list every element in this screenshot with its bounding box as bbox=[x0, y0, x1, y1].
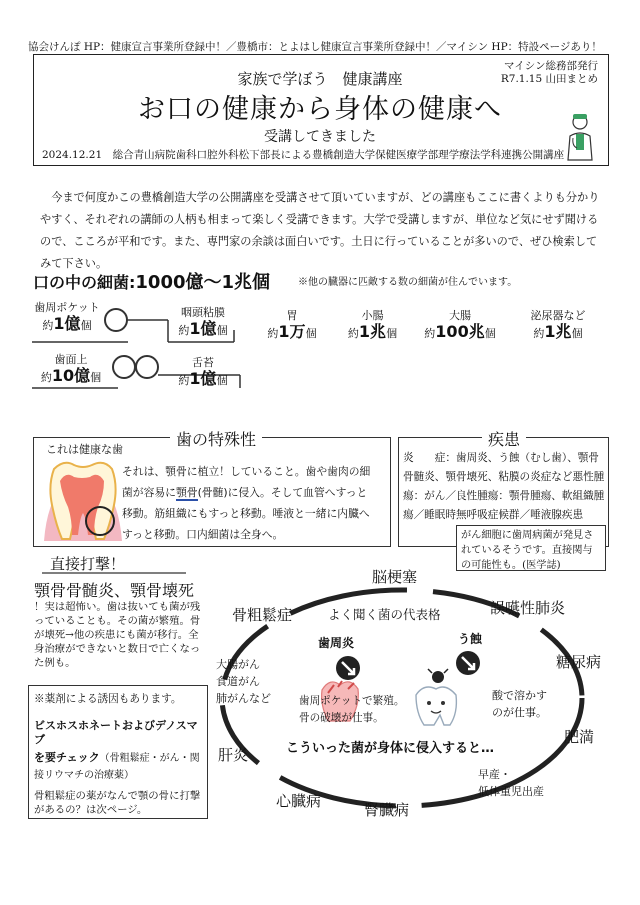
caries-bacteria-illustration bbox=[416, 651, 480, 725]
teeth-line-2c: (骨髄)に侵入。そして血管へすっと bbox=[197, 486, 368, 499]
caries-desc-2: のが仕事。 bbox=[492, 706, 547, 719]
perio-desc-1: 歯周ポケットで繁殖。 bbox=[299, 695, 405, 707]
teeth-line-4: すっと移動。口内細菌は全身へ。 bbox=[122, 524, 283, 545]
bac-pre: 約 bbox=[424, 327, 436, 340]
bac-unit: 個 bbox=[216, 374, 228, 387]
cycle-osteoporosis: 骨粗鬆症 bbox=[232, 606, 293, 624]
drug-check-label: を要チェック bbox=[34, 751, 100, 764]
bac-pre: 約 bbox=[267, 327, 279, 340]
bac-num: 1億 bbox=[189, 369, 217, 388]
bacteria-heading bbox=[33, 268, 270, 294]
bac-name: 小腸 bbox=[361, 309, 384, 322]
bac-unit: 個 bbox=[484, 327, 496, 340]
attended-label: 受講してきました bbox=[264, 129, 376, 145]
direct-underline bbox=[40, 569, 188, 577]
perio-desc-2: 骨の破壊が仕事。 bbox=[299, 712, 384, 724]
bac-urinary bbox=[518, 308, 598, 342]
publisher: マイシン総務部発行 bbox=[503, 60, 598, 72]
teeth-text bbox=[122, 461, 387, 545]
cancer-list bbox=[216, 656, 271, 707]
direct-text: ！実は超怖い。歯は抜いても菌が残っていることも。その菌が繁殖。骨が壊死→他の疾患にも菌が移行。全身治療ができないと数日で亡くなった例も。 bbox=[34, 601, 201, 669]
birth-note bbox=[478, 766, 544, 800]
jawbone-highlight: 顎骨 bbox=[175, 486, 198, 499]
bac-tongue bbox=[168, 355, 238, 389]
bacteria-note: ※他の臓器に匹敵する数の細菌が住んでいます。 bbox=[298, 277, 518, 288]
bac-name: 歯面上 bbox=[54, 353, 88, 366]
bac-pharynx bbox=[168, 305, 238, 339]
tooth-cross-section-icon bbox=[40, 455, 126, 543]
doctor-icon bbox=[560, 112, 600, 162]
bac-name: 舌苔 bbox=[192, 356, 214, 369]
cancer-callout: がん細胞に歯周病菌が発見されているそうです。直接関与の可能性も。(医学誌) bbox=[456, 525, 606, 571]
teeth-title: 歯の特殊性 bbox=[170, 427, 262, 450]
top-banner-line: 協会けんぽ HP：健康宣言事業所登録中！／豊橋市：とよはし健康宣言事業所登録中！／マイシン HP：特設ページあり！ bbox=[28, 41, 602, 53]
bac-pre: 約 bbox=[178, 324, 190, 337]
healthy-tooth-label: これは健康な歯 bbox=[46, 443, 123, 456]
bac-tooth-surface bbox=[36, 352, 106, 386]
drug-footer: 骨粗鬆症の薬がなんで顎の骨に打撃があるの？は次ページ。 bbox=[34, 790, 201, 816]
cancer-item: 大腸がん bbox=[216, 658, 260, 671]
cycle-stroke: 脳梗塞 bbox=[372, 568, 418, 586]
bac-unit: 個 bbox=[216, 324, 228, 337]
direct-subtitle: 顎骨骨髄炎、顎骨壊死 bbox=[34, 581, 195, 600]
drug-name: ビスホスホネートおよびデノスマブ bbox=[34, 719, 198, 746]
drug-check bbox=[34, 749, 206, 783]
cycle-diabetes: 糖尿病 bbox=[556, 653, 602, 671]
birth-note-2: 低体重児出産 bbox=[478, 785, 544, 798]
bac-unit: 個 bbox=[571, 327, 583, 340]
birth-note-1: 早産・ bbox=[478, 768, 511, 781]
date-author: R7.1.15 山田まとめ bbox=[500, 73, 598, 85]
bac-pre: 約 bbox=[347, 327, 359, 340]
bac-small-intestine bbox=[340, 308, 405, 342]
cycle-kidney-disease: 腎臓病 bbox=[364, 801, 410, 819]
cancer-item: 肺がんなど bbox=[216, 692, 271, 705]
bac-unit: 個 bbox=[386, 327, 398, 340]
teeth-line-2 bbox=[122, 482, 387, 503]
caries-label: う蝕 bbox=[458, 632, 483, 646]
perio-desc bbox=[299, 693, 404, 727]
disease-text: 炎 症：歯周炎、う蝕（むし歯）、顎骨骨髄炎、顎骨壊死、粘膜の炎症など悪性腫瘍：がん／良性腫瘍：顎骨腫瘍、軟組織腫瘍／睡眠時無呼吸症候群／唾液腺疾患 bbox=[403, 452, 605, 521]
cycle-center-title: よく聞く菌の代表格 bbox=[328, 607, 441, 622]
bac-num: 1兆 bbox=[544, 322, 572, 341]
bac-unit: 個 bbox=[80, 319, 92, 332]
intro-paragraph: 今まで何度かこの豊橋創造大学の公開講座を受講させて頂いていますが、どの講座もここに書くよりも分かりやすく、それぞれの講師の人柄も相まって楽しく受講できます。大学で受講しますが、単位など気にせず聞けるので、こころが平和です。また、専門家の余談は面白いです。土日に行っていることが多いので、ぜひ検索してみて下さい。 bbox=[40, 191, 600, 270]
cycle-obesity: 肥満 bbox=[564, 728, 595, 746]
teeth-line-3: 移動。筋組織にもすっと移動。唾液と一緒に内臓へ bbox=[122, 507, 370, 520]
bac-num: 10億 bbox=[51, 366, 91, 385]
page-title: お口の健康から身体の健康へ bbox=[138, 94, 502, 125]
drug-check-detail: （骨粗鬆症・がん・関接リウマチの治療薬） bbox=[34, 753, 200, 781]
cycle-hepatitis: 肝炎 bbox=[218, 746, 249, 764]
disease-title: 疾患 bbox=[482, 427, 526, 450]
caries-desc bbox=[492, 687, 547, 721]
bacteria-heading-amount: 1000億〜1兆個 bbox=[135, 272, 271, 293]
bac-unit: 個 bbox=[90, 371, 102, 384]
bac-num: 1億 bbox=[189, 319, 217, 338]
bac-pre: 約 bbox=[533, 327, 545, 340]
bac-perio-pocket bbox=[32, 300, 102, 334]
drug-note: ※薬剤による誘因もあります。 bbox=[34, 693, 182, 705]
cancer-item: 食道がん bbox=[216, 675, 260, 688]
perio-label: 歯周炎 bbox=[318, 636, 355, 650]
teeth-line-2a: 菌が容易に bbox=[122, 486, 176, 499]
bac-pre: 約 bbox=[42, 319, 54, 332]
bac-name: 大腸 bbox=[449, 309, 471, 322]
bac-large-intestine bbox=[420, 308, 500, 342]
direct-title: 直接打撃！ bbox=[50, 555, 126, 573]
bacteria-heading-prefix: 口の中の細菌: bbox=[33, 273, 136, 292]
bac-name: 咽頭粘膜 bbox=[181, 306, 225, 319]
invade-text: こういった菌が身体に侵入すると… bbox=[286, 741, 495, 756]
teeth-line-1: それは、顎骨に植立！していること。歯や歯肉の細 bbox=[122, 465, 371, 478]
bac-num: 1億 bbox=[53, 314, 81, 333]
caries-desc-1: 酸で溶かす bbox=[492, 689, 547, 702]
cycle-heart-disease: 心臓病 bbox=[276, 792, 322, 810]
subtitle: 家族で学ぼう 健康講座 bbox=[237, 70, 403, 88]
bac-name: 泌尿器など bbox=[530, 309, 586, 322]
lecture-line: 2024.12.21 総合青山病院歯科口腔外科松下部長による豊橋創造大学保健医療学部理学療法学科連携公開講座 bbox=[42, 149, 565, 161]
bac-pre: 約 bbox=[178, 374, 190, 387]
bac-num: 100兆 bbox=[435, 322, 485, 341]
bac-pre: 約 bbox=[40, 371, 52, 384]
bac-name: 歯周ポケット bbox=[34, 301, 100, 314]
bac-name: 胃 bbox=[286, 309, 298, 322]
bac-num: 1兆 bbox=[358, 322, 387, 341]
bac-stomach bbox=[262, 308, 322, 342]
bac-unit: 個 bbox=[305, 327, 317, 340]
cycle-aspiration-pneumonia: 誤嚥性肺炎 bbox=[490, 599, 566, 617]
bac-num: 1万 bbox=[278, 322, 306, 341]
